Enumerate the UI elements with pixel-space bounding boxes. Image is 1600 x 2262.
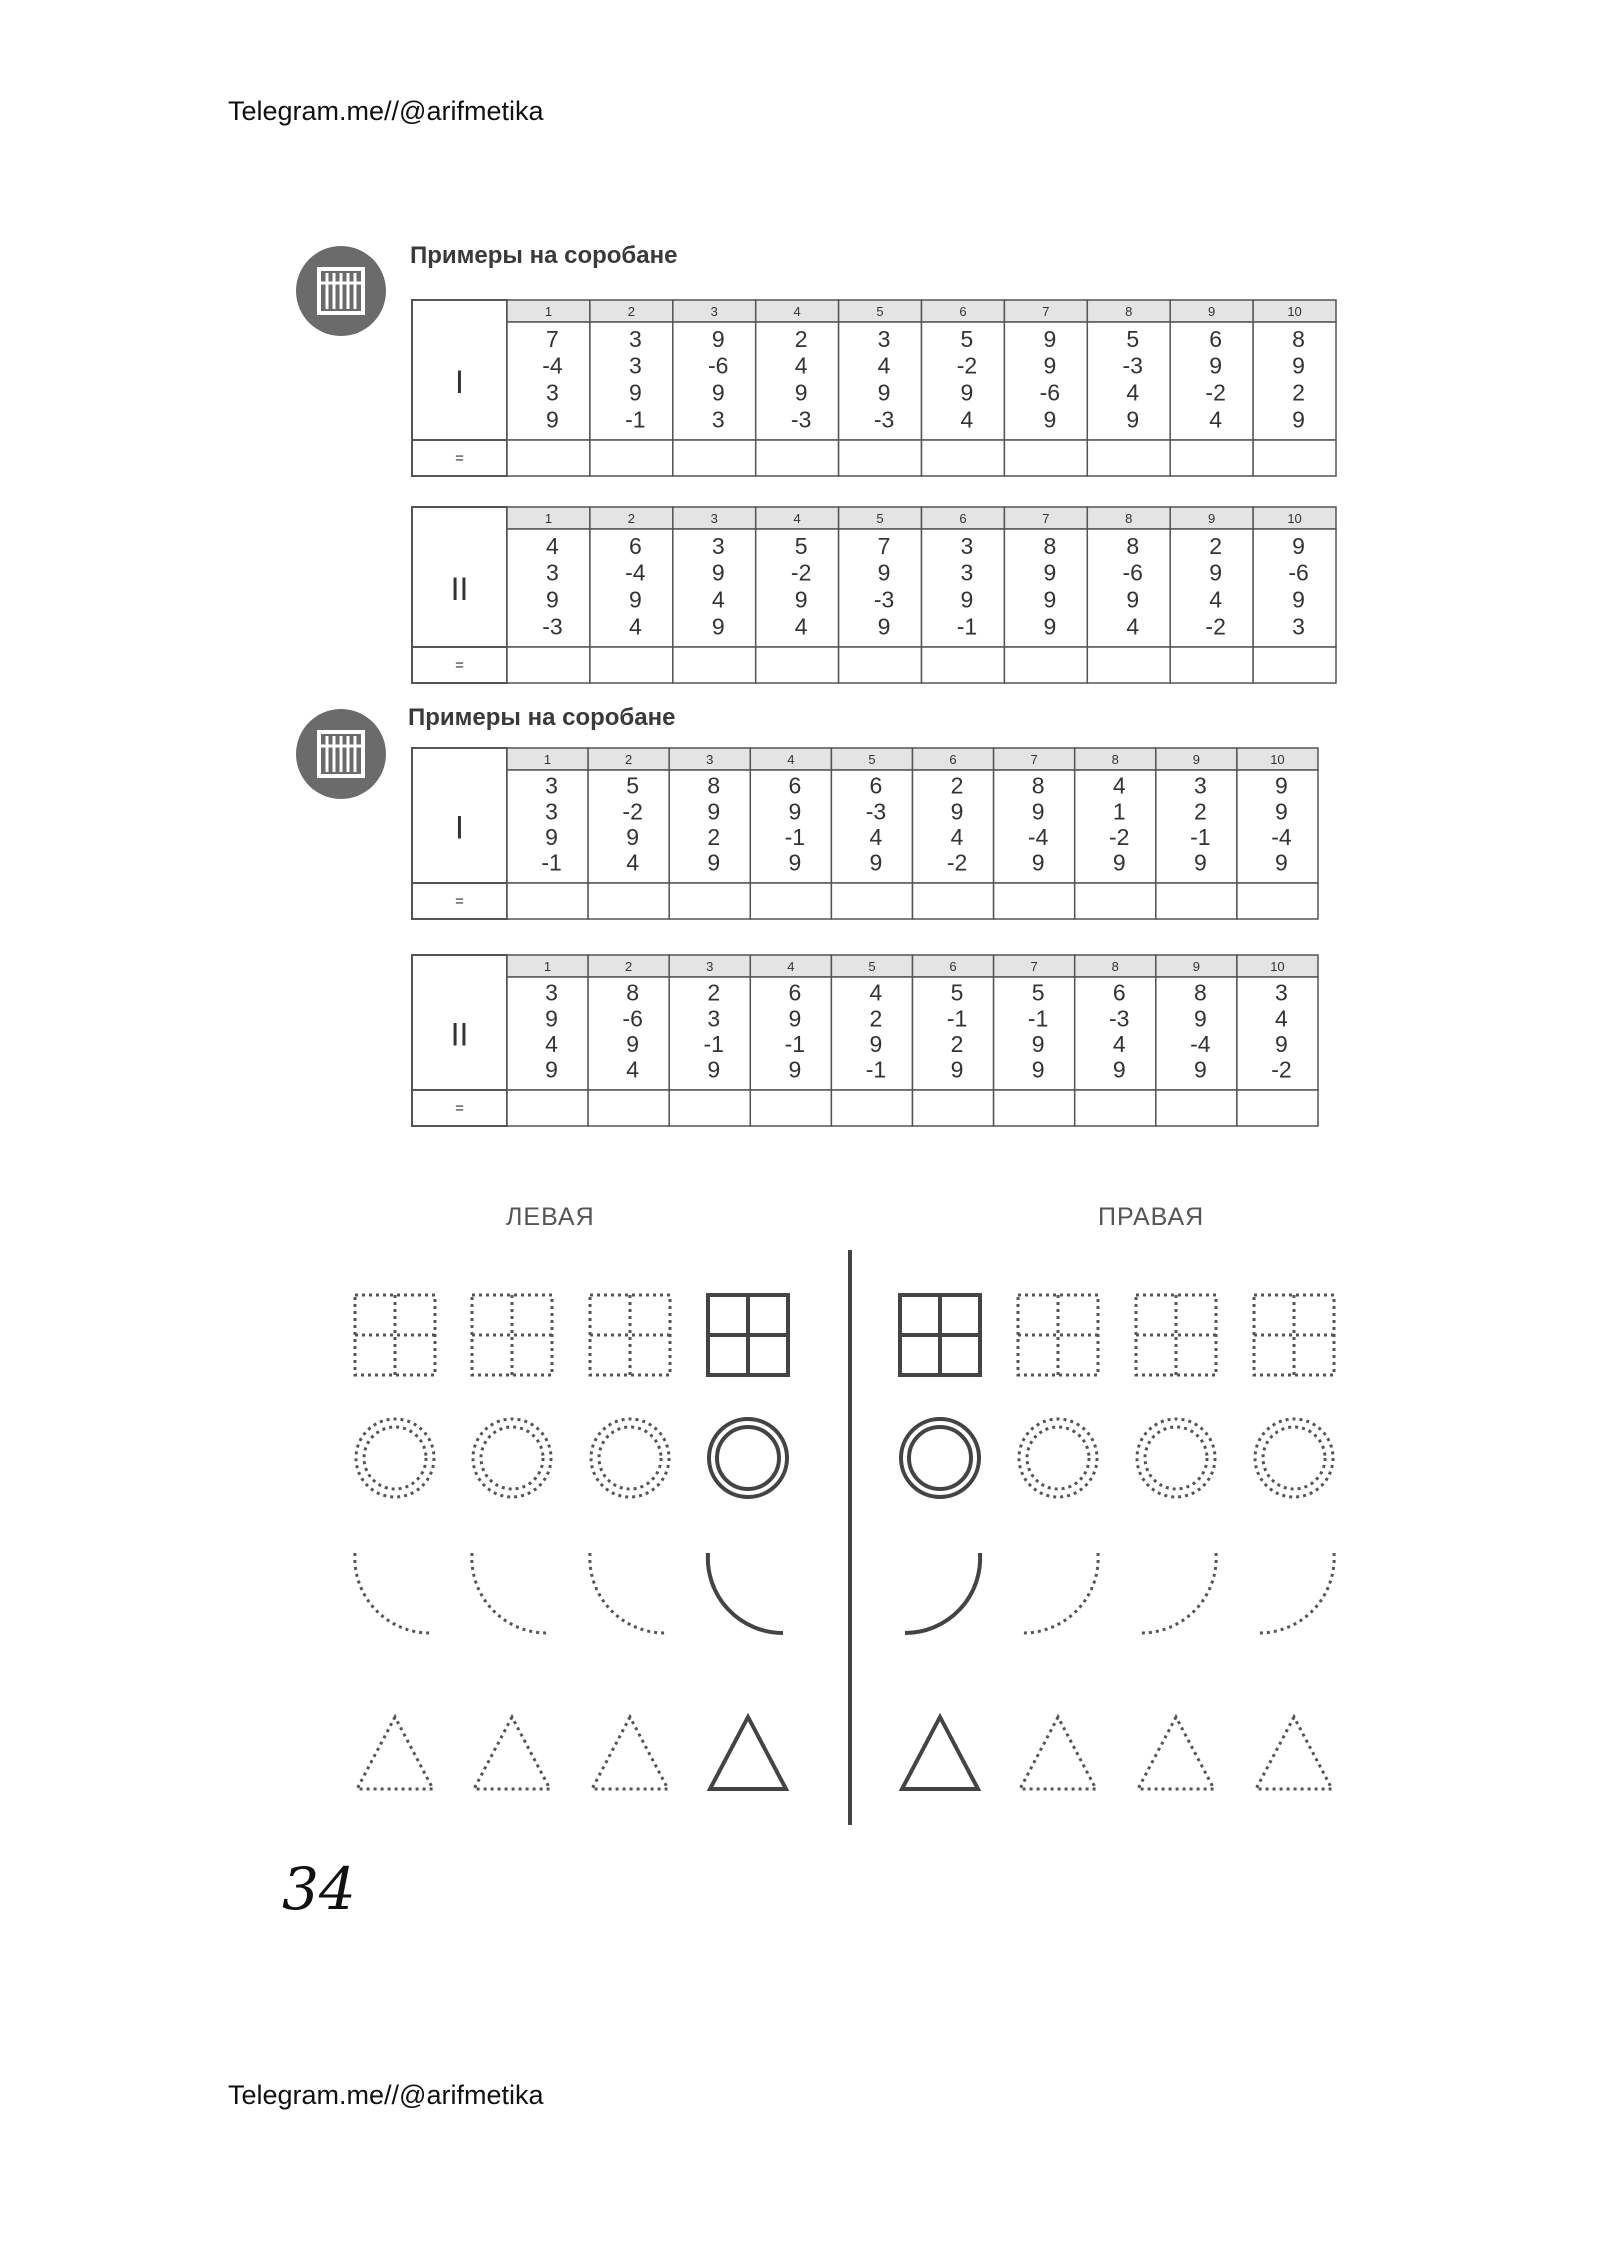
block-title: Примеры на соробане <box>410 242 678 269</box>
exercise-number: -3 <box>873 406 895 433</box>
exercise-number: 9 <box>707 1056 721 1083</box>
answer-cell[interactable] <box>1253 440 1336 476</box>
triangle-icon <box>902 1717 978 1789</box>
exercise-number: -1 <box>784 1031 806 1058</box>
exercise-number: 9 <box>950 1056 964 1083</box>
exercise-number: 9 <box>1209 559 1223 586</box>
square-grid-icon <box>1136 1295 1216 1375</box>
column-number: 1 <box>544 511 553 526</box>
column-number: 7 <box>1030 752 1038 767</box>
exercise-number: 9 <box>1275 849 1288 876</box>
exercise-number: -2 <box>1205 379 1226 406</box>
exercise-number: 5 <box>950 979 964 1006</box>
exercise-number: -2 <box>1205 613 1226 640</box>
exercise-number: -2 <box>790 559 812 586</box>
exercise-number: 2 <box>950 772 964 799</box>
exercise-number: 9 <box>711 379 725 406</box>
answer-cell[interactable] <box>913 1090 994 1126</box>
exercise-number: 6 <box>788 979 802 1006</box>
exercise-number: 9 <box>794 586 808 613</box>
exercise-number: 4 <box>1126 613 1140 640</box>
answer-cell[interactable] <box>750 1090 831 1126</box>
exercise-number: -3 <box>542 613 563 640</box>
exercise-number: -3 <box>865 798 887 825</box>
exercise-number: 3 <box>545 772 558 799</box>
column-number: 1 <box>544 304 553 319</box>
column-number: 8 <box>1125 511 1133 526</box>
exercise-table-2-I <box>410 746 1320 921</box>
exercise-number: -1 <box>865 1056 887 1083</box>
exercise-number: 9 <box>1112 1056 1126 1083</box>
exercise-number: 8 <box>1031 772 1045 799</box>
exercise-number: 3 <box>711 406 725 433</box>
column-number: 7 <box>1042 511 1050 526</box>
exercise-number: 9 <box>626 824 640 851</box>
tracing-shapes <box>330 1240 1360 1840</box>
column-number: 8 <box>1111 752 1119 767</box>
exercise-number: 9 <box>788 849 802 876</box>
answer-cell[interactable] <box>831 883 912 919</box>
exercise-number: 4 <box>546 532 559 559</box>
column-number: 5 <box>876 304 884 319</box>
square-grid-icon <box>472 1295 552 1375</box>
answer-cell[interactable] <box>673 647 756 683</box>
exercise-number: 9 <box>1292 406 1305 433</box>
column-number: 3 <box>706 959 714 974</box>
exercise-number: -4 <box>1271 824 1292 851</box>
exercise-number: 9 <box>877 613 891 640</box>
square-grid-icon <box>708 1295 788 1375</box>
column-number: 6 <box>959 511 967 526</box>
exercise-number: 8 <box>1043 532 1057 559</box>
exercise-number: 7 <box>877 532 891 559</box>
exercise-number: 2 <box>1209 532 1223 559</box>
row-label: II <box>450 571 469 607</box>
exercise-number: 9 <box>1209 352 1223 379</box>
column-number: 2 <box>625 959 633 974</box>
answer-cell[interactable] <box>669 1090 750 1126</box>
exercise-number: -4 <box>1190 1031 1211 1058</box>
exercise-number: 8 <box>1292 325 1305 352</box>
row-label: II <box>450 1016 469 1053</box>
square-grid-icon <box>355 1295 435 1375</box>
column-number: 3 <box>710 511 718 526</box>
square-grid-icon <box>900 1295 980 1375</box>
column-number: 2 <box>625 752 633 767</box>
column-number: 1 <box>543 752 552 767</box>
footer-link: Telegram.me//@arifmetika <box>228 2080 544 2110</box>
column-number: 6 <box>949 959 957 974</box>
exercise-number: 3 <box>546 559 559 586</box>
answer-cell[interactable] <box>669 883 750 919</box>
exercise-number: 4 <box>1112 772 1126 799</box>
exercise-number: 9 <box>788 1056 802 1083</box>
exercise-number: 9 <box>626 1031 640 1058</box>
exercise-number: 9 <box>628 586 642 613</box>
column-number: 3 <box>710 304 718 319</box>
exercise-number: 9 <box>1043 586 1057 613</box>
column-number: 5 <box>876 511 884 526</box>
exercise-number: 4 <box>794 352 808 379</box>
column-number: 9 <box>1192 752 1200 767</box>
exercise-number: 9 <box>877 559 891 586</box>
answer-cell[interactable] <box>1075 883 1156 919</box>
exercise-number: 9 <box>1043 325 1057 352</box>
exercise-number: 9 <box>960 586 974 613</box>
exercise-number: -4 <box>625 559 646 586</box>
exercise-number: 9 <box>545 1005 558 1032</box>
exercise-number: 4 <box>545 1031 558 1058</box>
exercise-number: 9 <box>545 1056 558 1083</box>
exercise-number: 9 <box>960 379 974 406</box>
exercise-number: -4 <box>1027 824 1049 851</box>
exercise-number: 4 <box>1112 1031 1126 1058</box>
exercise-number: 4 <box>628 613 642 640</box>
answer-cell[interactable] <box>839 440 922 476</box>
exercise-number: 4 <box>877 352 891 379</box>
column-number: 2 <box>627 511 635 526</box>
exercise-table-1-I <box>410 298 1338 478</box>
exercise-number: 9 <box>869 849 883 876</box>
answer-cell[interactable] <box>1087 647 1170 683</box>
exercise-number: 9 <box>1275 1031 1288 1058</box>
abacus-icon <box>295 245 387 337</box>
column-number: 8 <box>1111 959 1119 974</box>
column-number: 3 <box>706 752 714 767</box>
exercise-number: -1 <box>1190 824 1211 851</box>
answer-cell[interactable] <box>1156 1090 1237 1126</box>
exercise-number: 4 <box>869 824 883 851</box>
answer-cell[interactable] <box>922 647 1005 683</box>
page-number: 34 <box>282 1855 356 1923</box>
exercise-number: 3 <box>711 532 725 559</box>
triangle-icon <box>474 1717 550 1789</box>
exercise-number: 3 <box>628 352 642 379</box>
answer-cell[interactable] <box>588 883 669 919</box>
exercise-number: -3 <box>790 406 812 433</box>
ring-icon <box>709 1419 787 1497</box>
exercise-number: 4 <box>950 824 964 851</box>
square-grid-icon <box>590 1295 670 1375</box>
answer-cell[interactable] <box>1237 1090 1318 1126</box>
exercise-number: 9 <box>788 1005 802 1032</box>
ring-icon <box>591 1419 669 1497</box>
exercise-number: 9 <box>1275 772 1288 799</box>
exercise-number: 9 <box>707 849 721 876</box>
column-number: 7 <box>1030 959 1038 974</box>
column-number: 2 <box>627 304 635 319</box>
exercise-number: 2 <box>869 1005 883 1032</box>
result-label: = <box>455 657 464 674</box>
exercise-number: 9 <box>1126 586 1140 613</box>
column-number: 9 <box>1192 959 1200 974</box>
exercise-number: 4 <box>1209 586 1223 613</box>
exercise-number: 3 <box>960 559 974 586</box>
exercise-number: 4 <box>794 613 808 640</box>
exercise-table-1-II <box>410 505 1338 685</box>
exercise-number: 2 <box>1292 379 1305 406</box>
exercise-number: -1 <box>703 1031 724 1058</box>
arc-icon <box>1259 1553 1334 1633</box>
answer-cell[interactable] <box>507 647 590 683</box>
answer-cell[interactable] <box>1087 440 1170 476</box>
exercise-number: 3 <box>545 979 558 1006</box>
answer-cell[interactable] <box>756 440 839 476</box>
column-number: 10 <box>1270 752 1285 767</box>
answer-cell[interactable] <box>590 647 673 683</box>
exercise-number: 6 <box>869 772 883 799</box>
exercise-number: 5 <box>1031 979 1045 1006</box>
exercise-number: 2 <box>1193 798 1207 825</box>
answer-cell[interactable] <box>590 440 673 476</box>
exercise-number: 9 <box>1043 559 1057 586</box>
result-label: = <box>455 893 464 910</box>
ring-icon <box>1255 1419 1333 1497</box>
exercise-number: 9 <box>1031 798 1045 825</box>
triangle-icon <box>592 1717 668 1789</box>
ring-icon <box>1137 1419 1215 1497</box>
exercise-number: -4 <box>542 352 563 379</box>
exercise-number: -2 <box>1109 824 1130 851</box>
arc-icon <box>1141 1553 1216 1633</box>
exercise-number: 3 <box>546 379 559 406</box>
abacus-icon <box>295 708 387 800</box>
exercise-number: 9 <box>1292 532 1305 559</box>
exercise-number: 9 <box>1043 352 1057 379</box>
left-label: ЛЕВАЯ <box>506 1203 595 1231</box>
exercise-number: -1 <box>784 824 806 851</box>
row-label: I <box>455 809 464 846</box>
exercise-number: 2 <box>707 824 721 851</box>
ring-icon <box>901 1419 979 1497</box>
column-number: 9 <box>1208 304 1216 319</box>
exercise-number: -3 <box>1122 352 1143 379</box>
exercise-number: 9 <box>711 613 725 640</box>
column-number: 4 <box>793 304 801 319</box>
exercise-number: 2 <box>794 325 808 352</box>
column-number: 9 <box>1208 511 1216 526</box>
exercise-number: 9 <box>1031 1056 1045 1083</box>
exercise-number: 4 <box>869 979 883 1006</box>
answer-cell[interactable] <box>1170 647 1253 683</box>
ring-icon <box>356 1419 434 1497</box>
exercise-number: 9 <box>877 379 891 406</box>
exercise-number: -2 <box>1271 1056 1292 1083</box>
exercise-number: -2 <box>622 798 643 825</box>
exercise-number: 9 <box>1126 406 1140 433</box>
answer-cell[interactable] <box>756 647 839 683</box>
triangle-icon <box>357 1717 433 1789</box>
block-title: Примеры на соробане <box>408 704 676 731</box>
exercise-number: 5 <box>794 532 808 559</box>
right-label: ПРАВАЯ <box>1098 1203 1205 1231</box>
exercise-number: 9 <box>546 406 559 433</box>
exercise-number: 9 <box>707 798 721 825</box>
exercise-number: 7 <box>546 325 559 352</box>
exercise-number: 9 <box>1193 1056 1207 1083</box>
exercise-number: -1 <box>1027 1005 1049 1032</box>
exercise-number: -1 <box>541 849 562 876</box>
answer-cell[interactable] <box>1004 647 1087 683</box>
exercise-number: 4 <box>626 1056 640 1083</box>
exercise-number: 9 <box>788 798 802 825</box>
exercise-number: 9 <box>711 325 725 352</box>
exercise-number: 9 <box>1031 1031 1045 1058</box>
triangle-icon <box>1256 1717 1332 1789</box>
exercise-number: 9 <box>1031 849 1045 876</box>
exercise-number: 9 <box>1275 798 1288 825</box>
exercise-number: -6 <box>1288 559 1309 586</box>
square-grid-icon <box>1254 1295 1334 1375</box>
arc-icon <box>590 1553 665 1633</box>
answer-cell[interactable] <box>1156 883 1237 919</box>
exercise-number: 9 <box>869 1031 883 1058</box>
column-number: 8 <box>1125 304 1133 319</box>
answer-cell[interactable] <box>750 883 831 919</box>
exercise-number: 2 <box>950 1031 964 1058</box>
column-number: 6 <box>959 304 967 319</box>
arc-icon <box>708 1553 783 1633</box>
arc-icon <box>355 1553 430 1633</box>
answer-cell[interactable] <box>922 440 1005 476</box>
answer-cell[interactable] <box>839 647 922 683</box>
exercise-number: 4 <box>1275 1005 1288 1032</box>
triangle-icon <box>1020 1717 1096 1789</box>
exercise-number: 3 <box>1193 772 1207 799</box>
column-number: 4 <box>793 511 801 526</box>
exercise-number: -2 <box>956 352 978 379</box>
header-link: Telegram.me//@arifmetika <box>228 96 544 126</box>
exercise-number: 9 <box>546 586 559 613</box>
exercise-number: 8 <box>1126 532 1140 559</box>
exercise-number: 8 <box>707 772 721 799</box>
column-number: 1 <box>543 959 552 974</box>
exercise-number: -6 <box>622 1005 643 1032</box>
exercise-number: -3 <box>873 586 895 613</box>
exercise-number: -1 <box>956 613 978 640</box>
exercise-number: 9 <box>1292 352 1305 379</box>
ring-icon <box>473 1419 551 1497</box>
exercise-number: 9 <box>628 379 642 406</box>
exercise-number: 6 <box>628 532 642 559</box>
exercise-number: 4 <box>711 586 725 613</box>
exercise-number: -3 <box>1109 1005 1130 1032</box>
exercise-number: 6 <box>1112 979 1126 1006</box>
arc-icon <box>472 1553 547 1633</box>
column-number: 10 <box>1270 959 1285 974</box>
exercise-number: -6 <box>1039 379 1061 406</box>
column-number: 4 <box>787 959 795 974</box>
exercise-number: -6 <box>708 352 729 379</box>
result-label: = <box>455 1100 464 1117</box>
exercise-number: -6 <box>1122 559 1143 586</box>
exercise-number: -2 <box>946 849 968 876</box>
exercise-number: 3 <box>1292 613 1305 640</box>
answer-cell[interactable] <box>1075 1090 1156 1126</box>
answer-cell[interactable] <box>1170 440 1253 476</box>
answer-cell[interactable] <box>1237 883 1318 919</box>
exercise-number: 8 <box>1193 979 1207 1006</box>
exercise-number: 9 <box>950 798 964 825</box>
exercise-number: 3 <box>707 1005 721 1032</box>
exercise-number: 9 <box>1292 586 1305 613</box>
answer-cell[interactable] <box>588 1090 669 1126</box>
exercise-number: 3 <box>545 798 558 825</box>
answer-cell[interactable] <box>913 883 994 919</box>
column-number: 5 <box>868 752 876 767</box>
answer-cell[interactable] <box>507 883 588 919</box>
exercise-number: 8 <box>626 979 640 1006</box>
exercise-number: 6 <box>788 772 802 799</box>
exercise-number: 9 <box>1043 406 1057 433</box>
answer-cell[interactable] <box>994 1090 1075 1126</box>
triangle-icon <box>710 1717 786 1789</box>
column-number: 10 <box>1287 304 1302 319</box>
answer-cell[interactable] <box>507 440 590 476</box>
exercise-number: -1 <box>946 1005 968 1032</box>
exercise-number: 3 <box>628 325 642 352</box>
answer-cell[interactable] <box>1253 647 1336 683</box>
exercise-number: 9 <box>1112 849 1126 876</box>
arc-icon <box>905 1553 980 1633</box>
exercise-number: 9 <box>711 559 725 586</box>
answer-cell[interactable] <box>831 1090 912 1126</box>
exercise-number: -1 <box>625 406 646 433</box>
arc-icon <box>1023 1553 1098 1633</box>
exercise-number: 4 <box>1209 406 1223 433</box>
column-number: 5 <box>868 959 876 974</box>
exercise-number: 4 <box>626 849 640 876</box>
exercise-number: 5 <box>1126 325 1140 352</box>
exercise-number: 1 <box>1112 798 1126 825</box>
exercise-number: 4 <box>1126 379 1140 406</box>
exercise-number: 9 <box>794 379 808 406</box>
answer-cell[interactable] <box>507 1090 588 1126</box>
row-label: I <box>455 364 464 400</box>
exercise-number: 5 <box>626 772 640 799</box>
square-grid-icon <box>1018 1295 1098 1375</box>
column-number: 6 <box>949 752 957 767</box>
exercise-table-2-II <box>410 953 1320 1128</box>
answer-cell[interactable] <box>673 440 756 476</box>
exercise-number: 2 <box>707 979 721 1006</box>
exercise-number: 4 <box>960 406 974 433</box>
exercise-number: 9 <box>1193 1005 1207 1032</box>
exercise-number: 9 <box>1193 849 1207 876</box>
column-number: 4 <box>787 752 795 767</box>
exercise-number: 9 <box>1043 613 1057 640</box>
answer-cell[interactable] <box>994 883 1075 919</box>
exercise-number: 3 <box>1275 979 1288 1006</box>
exercise-number: 9 <box>545 824 558 851</box>
exercise-number: 3 <box>877 325 891 352</box>
column-number: 7 <box>1042 304 1050 319</box>
exercise-number: 3 <box>960 532 974 559</box>
exercise-number: 5 <box>960 325 974 352</box>
exercise-number: 6 <box>1209 325 1223 352</box>
answer-cell[interactable] <box>1004 440 1087 476</box>
column-number: 10 <box>1287 511 1302 526</box>
triangle-icon <box>1138 1717 1214 1789</box>
ring-icon <box>1019 1419 1097 1497</box>
result-label: = <box>455 450 464 467</box>
